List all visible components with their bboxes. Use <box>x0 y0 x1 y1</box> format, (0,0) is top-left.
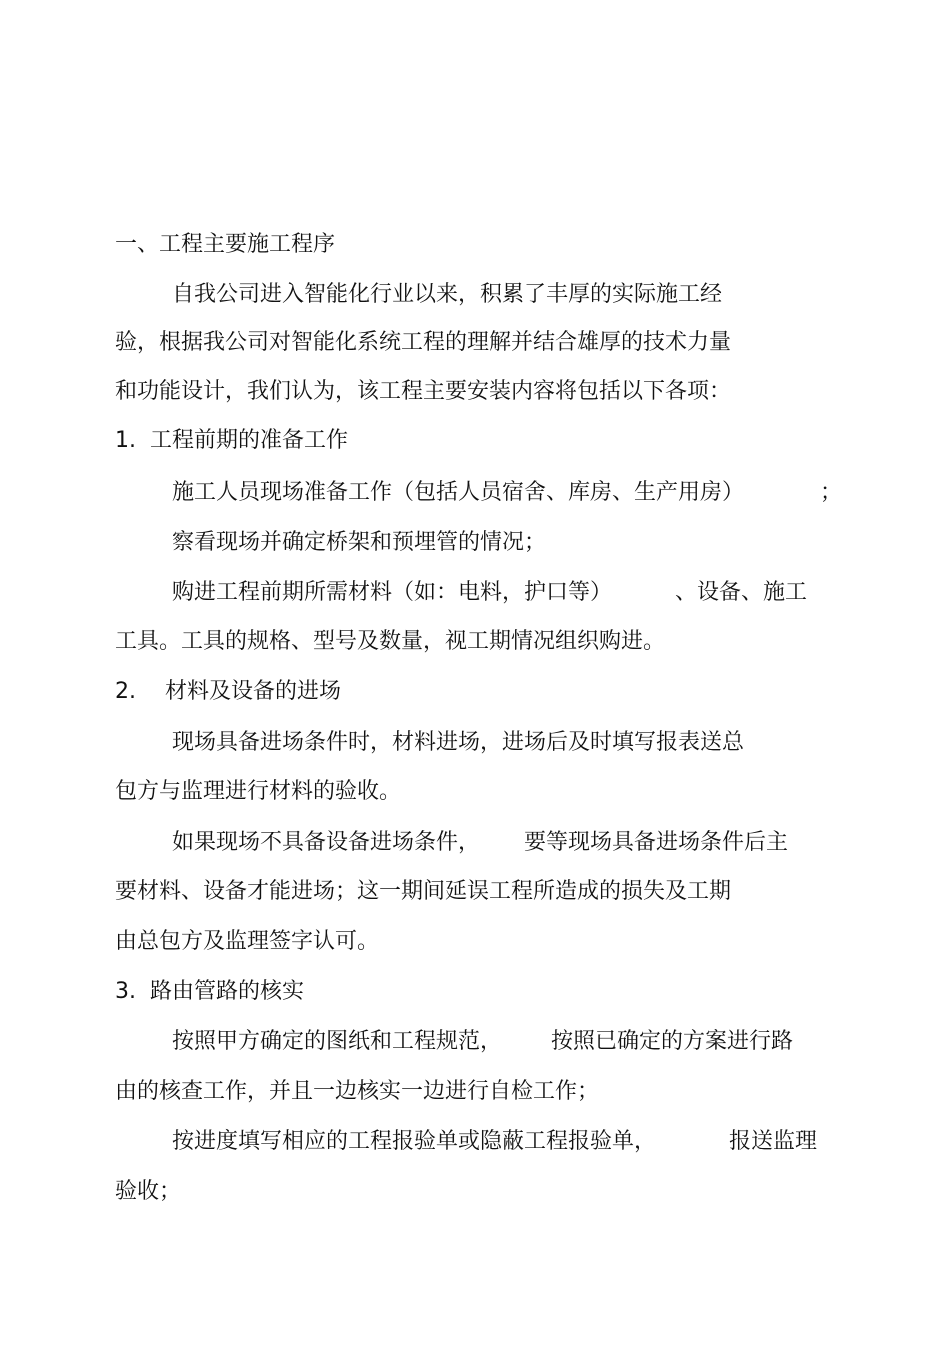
item-3-paragraph-1: 按照甲方确定的图纸和工程规范， 按照已确定的方案进行路 <box>172 1029 794 1054</box>
intro-line-2: 验，根据我公司对智能化系统工程的理解并结合雄厚的技术力量 <box>115 330 732 355</box>
item-1-heading <box>115 426 415 456</box>
item-1-paragraph-1: 施工人员现场准备工作（包括人员宿舍、库房、生产用房） ； <box>172 480 843 505</box>
item-3-number: 3. <box>115 979 136 1004</box>
item-3-heading <box>115 977 415 1007</box>
item-2-title: 材料及设备的进场 <box>165 679 342 704</box>
item-2-paragraph-2: 如果现场不具备设备进场条件， 要等现场具备进场条件后主 <box>172 830 789 855</box>
item-2-number: 2. <box>115 679 136 704</box>
item-2-paragraph-2-line-2: 要材料、设备才能进场；这一期间延误工程所造成的损失及工期 <box>115 879 732 904</box>
item-2-paragraph-1-line-2: 包方与监理进行材料的验收。 <box>115 779 402 804</box>
item-2-heading <box>115 677 415 707</box>
item-1-paragraph-2: 察看现场并确定桥架和预埋管的情况； <box>172 530 547 555</box>
item-2-paragraph-1: 现场具备进场条件时，材料进场，进场后及时填写报表送总 <box>172 730 745 755</box>
intro-line-1: 自我公司进入智能化行业以来，积累了丰厚的实际施工经 <box>172 282 723 307</box>
item-1-title: 工程前期的准备工作 <box>150 428 349 453</box>
item-3-paragraph-2: 按进度填写相应的工程报验单或隐蔽工程报验单， 报送监理 <box>172 1129 818 1154</box>
item-3-title: 路由管路的核实 <box>150 979 305 1004</box>
section-title: 一、工程主要施工程序 <box>115 232 336 257</box>
item-2-paragraph-2-line-3: 由总包方及监理签字认可。 <box>115 929 380 954</box>
item-3-paragraph-1-line-2: 由的核查工作，并且一边核实一边进行自检工作； <box>115 1079 600 1104</box>
intro-line-3: 和功能设计，我们认为，该工程主要安装内容将包括以下各项： <box>115 379 732 404</box>
item-1-number: 1. <box>115 428 136 453</box>
item-1-paragraph-3-line-2: 工具。工具的规格、型号及数量，视工期情况组织购进。 <box>115 629 666 654</box>
item-3-paragraph-2-line-2: 验收； <box>115 1179 182 1204</box>
item-1-paragraph-3: 购进工程前期所需材料（如：电料，护口等） 、设备、施工 <box>172 580 808 605</box>
